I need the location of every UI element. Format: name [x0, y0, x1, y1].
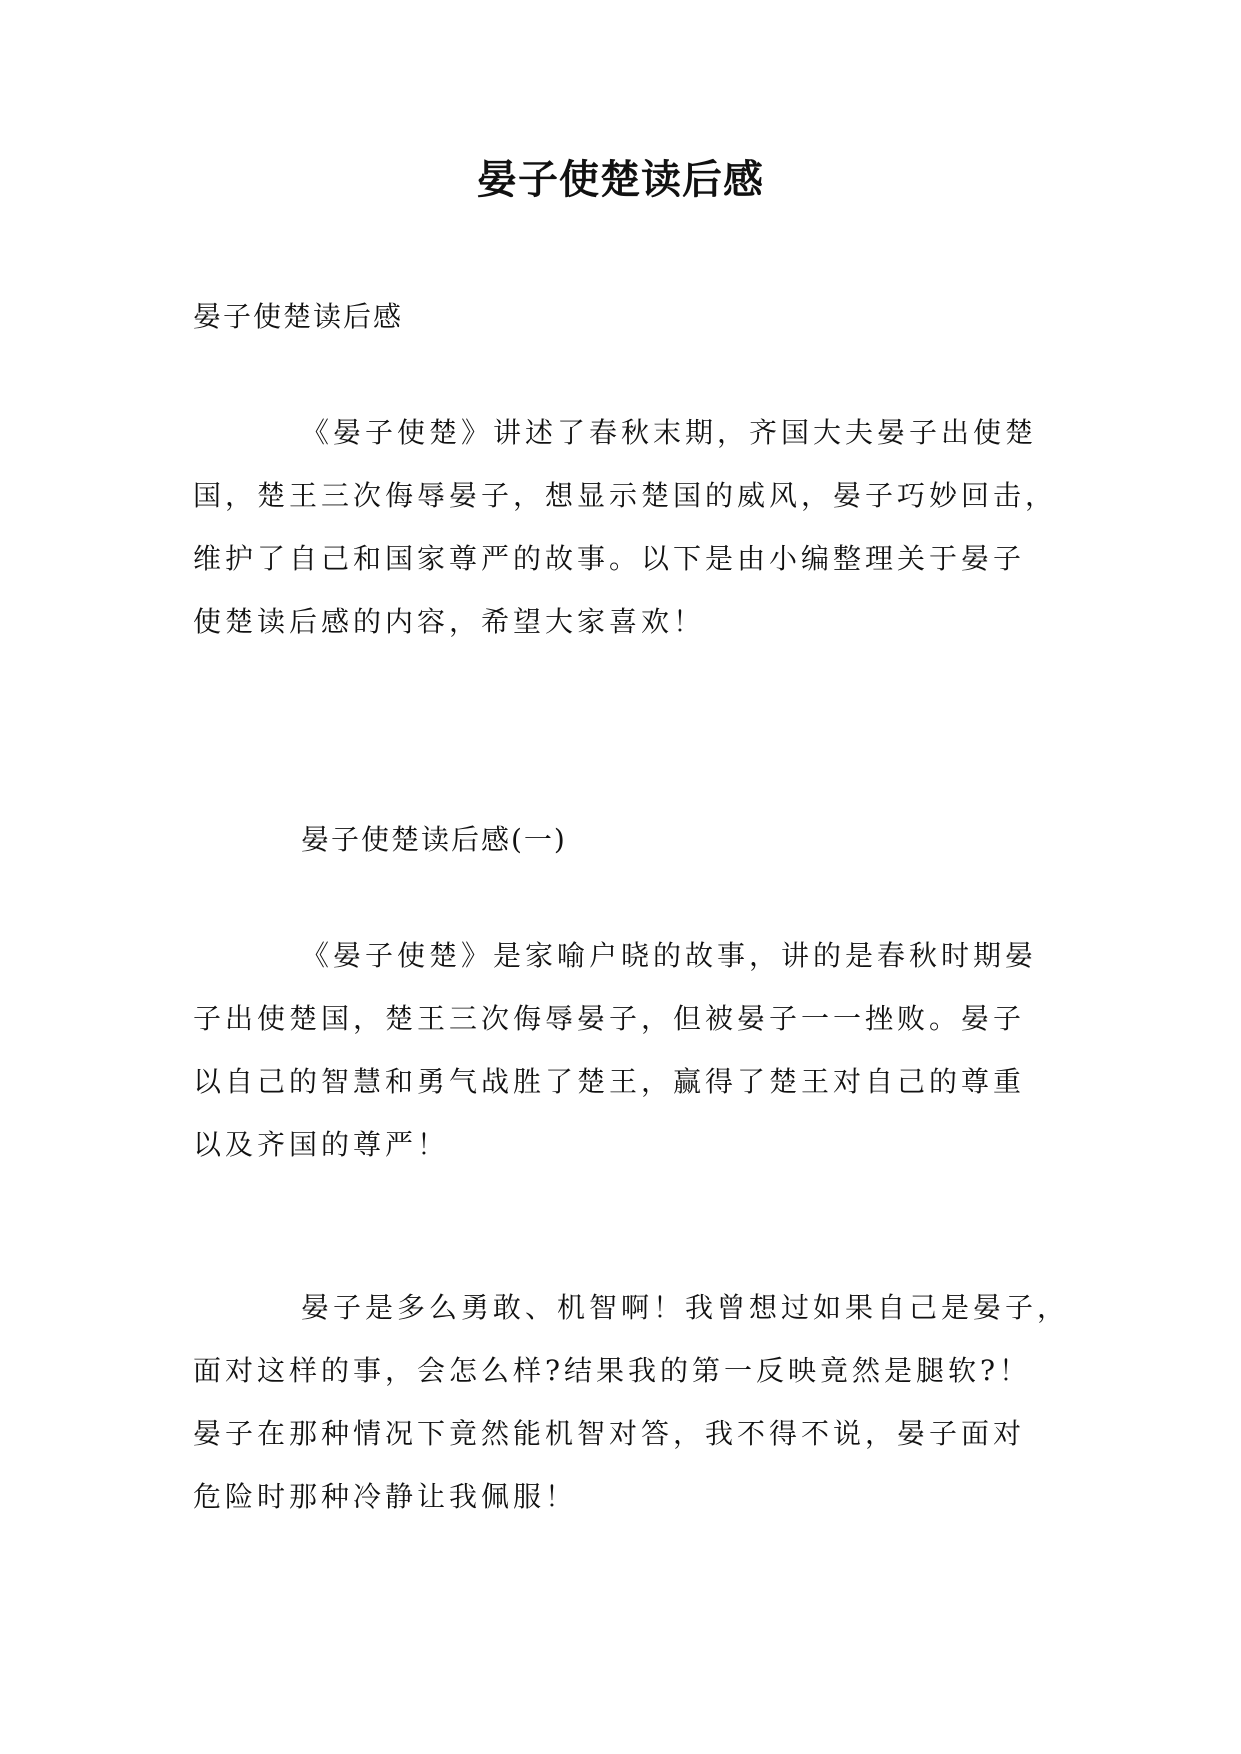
- paragraph1-line: 子出使楚国，楚王三次侮辱晏子，但被晏子一一挫败。晏子: [193, 1002, 1026, 1035]
- document-subtitle: 晏子使楚读后感: [193, 300, 404, 333]
- intro-line: 国，楚王三次侮辱晏子，想显示楚国的威风，晏子巧妙回击，: [193, 479, 1058, 512]
- paragraph2-line: 面对这样的事，会怎么样?结果我的第一反映竟然是腿软?！: [193, 1354, 1032, 1387]
- intro-line: 使楚读后感的内容，希望大家喜欢！: [193, 605, 706, 638]
- intro-line: 《晏子使楚》讲述了春秋末期，齐国大夫晏子出使楚: [301, 416, 1038, 449]
- document-title: 晏子使楚读后感: [477, 157, 764, 203]
- paragraph1-line: 以及齐国的尊严！: [193, 1128, 450, 1161]
- paragraph2-line: 晏子在那种情况下竟然能机智对答，我不得不说，晏子面对: [193, 1417, 1026, 1450]
- section-heading: 晏子使楚读后感(一): [301, 823, 567, 856]
- paragraph2-line: 晏子是多么勇敢、机智啊！我曾想过如果自己是晏子，: [301, 1291, 1070, 1324]
- paragraph2-line: 危险时那种冷静让我佩服！: [193, 1480, 578, 1513]
- paragraph1-line: 以自己的智慧和勇气战胜了楚王，赢得了楚王对自己的尊重: [193, 1065, 1026, 1098]
- intro-line: 维护了自己和国家尊严的故事。以下是由小编整理关于晏子: [193, 542, 1026, 575]
- paragraph1-line: 《晏子使楚》是家喻户晓的故事，讲的是春秋时期晏: [301, 939, 1038, 972]
